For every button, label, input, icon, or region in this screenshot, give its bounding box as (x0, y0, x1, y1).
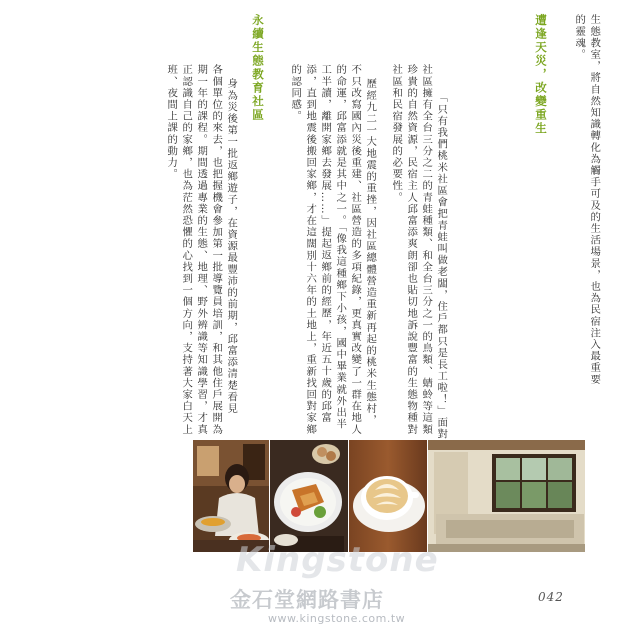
window-bathtub-photo (428, 440, 585, 552)
section1-col-7: 的命運，邱富添就是其中之一。「像我這種鄉下小孩，國中畢業就外出半 (334, 64, 347, 430)
latte-art-coffee-photo (349, 440, 427, 552)
section1-col-10: 的認同感。 (289, 64, 302, 122)
section2-col-4: 正認識自己的家鄉，也為茫然恐懼的心找到一個方向，支持著大家白天上 (180, 64, 193, 436)
intro-column-1: 生態教室，將自然知識轉化為觸手可及的生活場景，也為民宿注入最重要 (588, 14, 601, 386)
section1-col-4: 社區和民宿發展的必要性。 (390, 64, 403, 204)
kingstone-watermark-url: www.kingstone.com.tw (268, 612, 406, 625)
section2-col-3: 期一年的課程。期間透過專業的生態、地理、野外辨識等知識學習，才真 (195, 64, 208, 436)
kingstone-watermark-cn: 金石堂網路書店 (230, 587, 384, 612)
section2-col-2: 各個單位的來去，也把握機會參加第一批導覽員培訓，和其他住戶展開為 (210, 64, 223, 436)
woman-reading-photo (193, 440, 269, 552)
food-platter-photo (270, 440, 348, 552)
section2-heading: 永續生態教育社區 (251, 14, 265, 122)
section1-col-1: 「只有我們桃米社區會把青蛙叫做老闆，住戶都只是長工啦！」面對 (435, 92, 448, 440)
section1-col-3: 珍貴的自然資源，民宿主人邱富添爽朗卻也貼切地訴說豐富的生態物種對 (405, 64, 418, 436)
section1-col-6: 不只改寫國內災後重建、社區營造的多項紀錄，更真實改變了一群在地人 (349, 64, 362, 436)
page-number: 042 (538, 590, 564, 604)
intro-column-2: 的靈魂。 (573, 14, 586, 61)
section1-heading: 遭逢天災，改變重生 (534, 14, 548, 136)
section1-col-9: 添，直到地震後搬回家鄉，才在這闊別十六年的土地上，重新找回對家鄉 (304, 64, 317, 436)
section1-col-2: 社區擁有全台三分之二的青蛙種類、和全台三分之一的鳥類、蜻蛉等這類 (420, 64, 433, 436)
kingstone-watermark-en: Kingstone (236, 540, 439, 580)
section1-col-5: 歷經九二一大地震的重挫，因社區總體營造重新再起的桃米生態村， (364, 78, 377, 426)
section1-col-8: 工半讀，離開家鄉去發展……」提起返鄉前的經歷，年近五十歲的邱富 (319, 64, 332, 424)
section2-col-1: 身為災後第一批返鄉遊子，在資源最豐沛的前期，邱富添清楚看見 (225, 78, 238, 415)
section2-col-5: 班、夜間上課的動力。 (165, 64, 178, 180)
